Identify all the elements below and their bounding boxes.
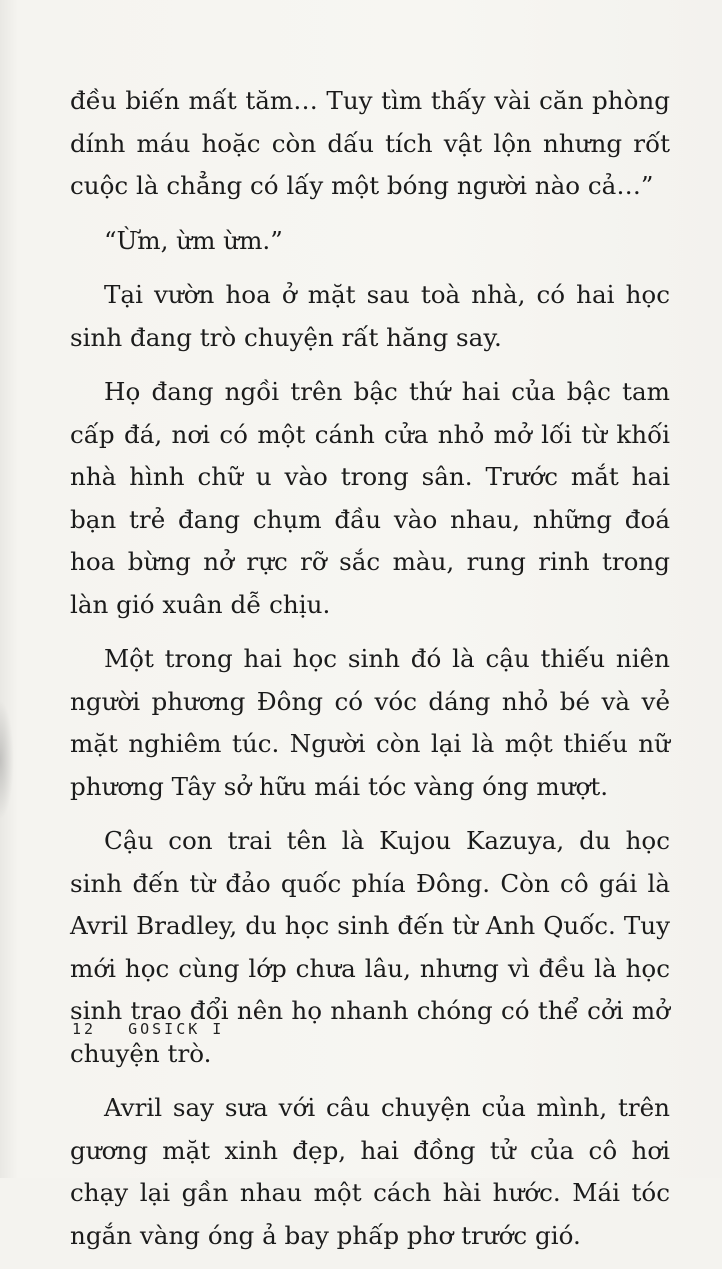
paragraph-continuation: đều biến mất tăm… Tuy tìm thấy vài căn phòng dính máu hoặc còn dấu tích vật lộn nhưng rốt cuộc là chẳng có lấy một bóng người nào cả…” bbox=[70, 86, 670, 200]
body-text bbox=[70, 80, 670, 1269]
page-edge-shadow bbox=[0, 700, 14, 820]
running-title: GOSICK I bbox=[128, 1020, 225, 1038]
paragraph: Avril say sưa với câu chuyện của mình, trên gương mặt xinh đẹp, hai đồng tử của cô hơi chạy lại gần nhau một cách hài hước. Mái tóc ngắn vàng óng ả bay phấp phơ trước gió. bbox=[70, 1093, 670, 1250]
paragraph: Họ đang ngồi trên bậc thứ hai của bậc tam cấp đá, nơi có một cánh cửa nhỏ mở lối từ khối nhà hình chữ u vào trong sân. Trước mắt hai bạn trẻ đang chụm đầu vào nhau, những đoá hoa bừng nở rực rỡ sắc màu, rung rinh trong làn gió xuân dễ chịu. bbox=[70, 377, 670, 619]
paragraph-dialogue: “Ừm, ừm ừm.” bbox=[104, 225, 283, 255]
paragraph: Tại vườn hoa ở mặt sau toà nhà, có hai học sinh đang trò chuyện rất hăng say. bbox=[70, 280, 670, 352]
paragraph: Cậu con trai tên là Kujou Kazuya, du học sinh đến từ đảo quốc phía Đông. Còn cô gái là Avril Bradley, du học sinh đến từ Anh Quốc. Tuy mới học cùng lớp chưa lâu, nhưng vì đều là học sinh trao đổi nên họ nhanh chóng có thể cởi mở chuyện trò. bbox=[70, 826, 670, 1068]
paragraph: Một trong hai học sinh đó là cậu thiếu niên người phương Đông có vóc dáng nhỏ bé và vẻ mặt nghiêm túc. Người còn lại là một thiếu nữ phương Tây sở hữu mái tóc vàng óng mượt. bbox=[70, 644, 670, 801]
page-footer bbox=[72, 1020, 224, 1038]
page-number: 12 bbox=[72, 1020, 97, 1038]
